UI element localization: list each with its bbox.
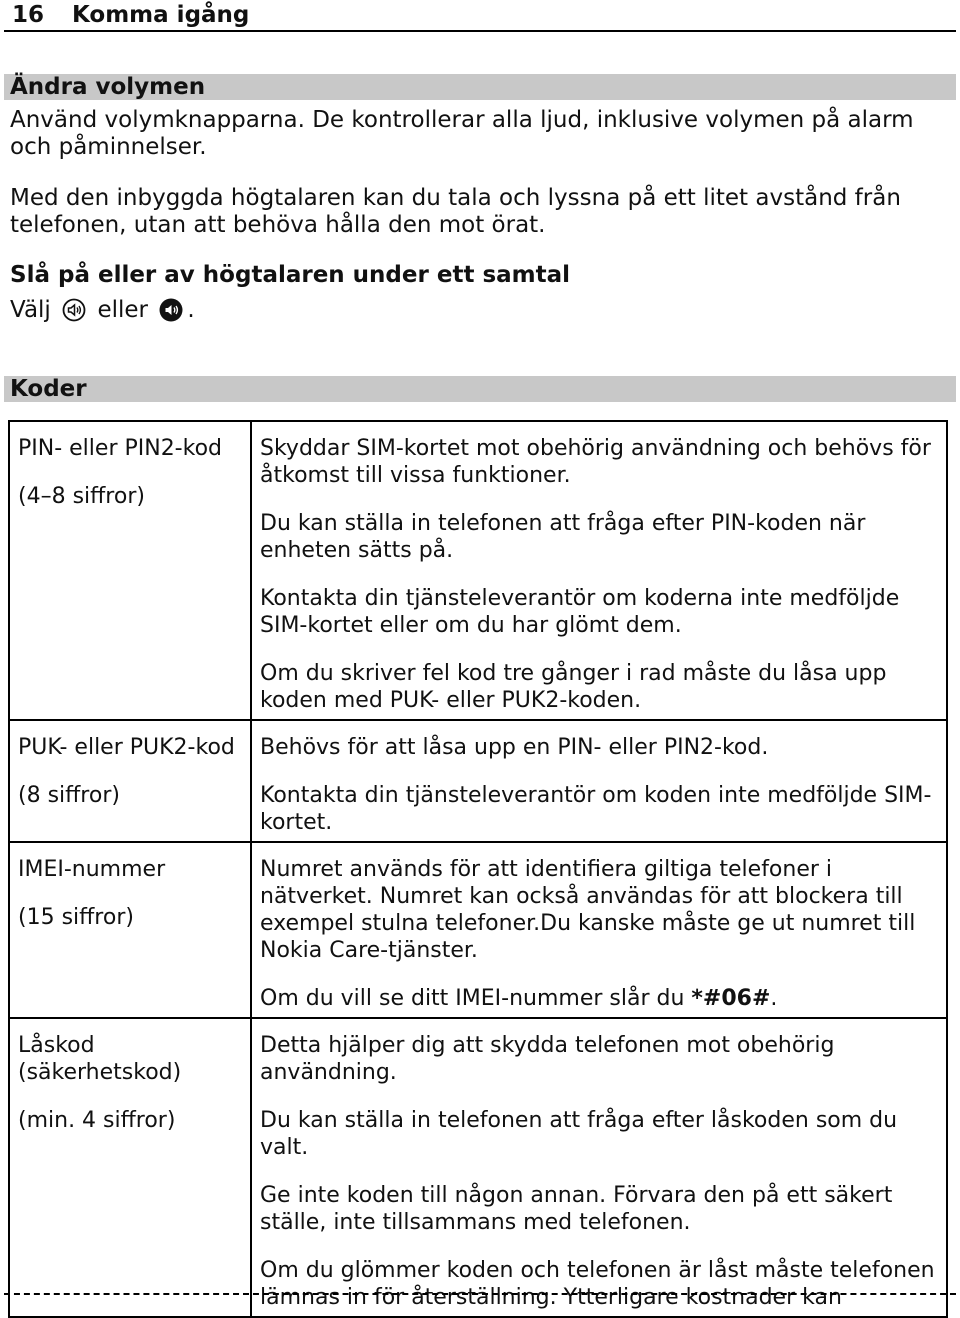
code-length: (4–8 siffror)	[18, 484, 145, 509]
chapter-title: Komma igång	[72, 2, 250, 28]
table-row-pin	[9, 421, 947, 720]
code-name: Låskod (säkerhetskod)	[18, 1033, 182, 1085]
code-name-cell	[9, 720, 251, 842]
section-heading-volume: Ändra volymen	[4, 74, 956, 100]
page-number: 16	[12, 2, 45, 28]
code-description-cell	[251, 842, 947, 1018]
description-line: Du kan ställa in telefonen att fråga efter PIN-koden när enheten sätts på.	[260, 511, 866, 563]
speaker-outline-icon	[62, 298, 86, 322]
imei-check-line	[260, 985, 940, 1012]
code-name-cell	[9, 1018, 251, 1317]
instruction-prefix: Välj	[10, 297, 51, 323]
code-description-cell	[251, 720, 947, 842]
code-name: IMEI-nummer	[18, 857, 166, 882]
volume-paragraph: Använd volymknapparna. De kontrollerar alla ljud, inklusive volymen på alarm och påminnelser.	[10, 107, 914, 160]
description-line: Du kan ställa in telefonen att fråga efter låskoden som du valt.	[260, 1108, 898, 1160]
table-row-imei	[9, 842, 947, 1018]
code-name: PIN- eller PIN2-kod	[18, 436, 223, 461]
speaker-filled-icon	[159, 298, 183, 322]
description-line: Kontakta din tjänsteleverantör om koden inte medföljde SIM-kortet.	[260, 783, 932, 835]
description-line: Om du skriver fel kod tre gånger i rad måste du låsa upp koden med PUK- eller PUK2-koden.	[260, 661, 887, 713]
description-line: Skyddar SIM-kortet mot obehörig användning och behövs för åtkomst till vissa funktioner.	[260, 436, 931, 488]
speaker-subheading: Slå på eller av högtalaren under ett samtal	[10, 262, 571, 288]
imei-check-prefix: Om du vill se ditt IMEI-nummer slår du	[260, 986, 692, 1011]
code-length: (15 siffror)	[18, 905, 134, 930]
codes-table	[8, 420, 948, 1318]
code-name: PUK- eller PUK2-kod	[18, 735, 235, 760]
instruction-middle: eller	[97, 297, 148, 323]
page-cut-divider	[4, 1293, 956, 1295]
code-description-cell	[251, 421, 947, 720]
imei-code: *#06#	[691, 986, 771, 1011]
code-length: (8 siffror)	[18, 783, 120, 808]
description-line: Kontakta din tjänsteleverantör om koderna inte medföljde SIM-kortet eller om du har glömt dem.	[260, 586, 900, 638]
table-row-puk	[9, 720, 947, 842]
section-heading-codes: Koder	[4, 376, 956, 402]
speaker-paragraph: Med den inbyggda högtalaren kan du tala och lyssna på ett litet avstånd från telefonen, utan att behöva hålla den mot örat.	[10, 185, 901, 238]
code-name-cell	[9, 421, 251, 720]
code-name-cell	[9, 842, 251, 1018]
table-row-lock-code	[9, 1018, 947, 1317]
description-line: Om du glömmer koden och telefonen är låst måste telefonen lämnas in för återställning. Ytterligare kostnader kan	[260, 1258, 935, 1310]
description-line: Behövs för att låsa upp en PIN- eller PIN2-kod.	[260, 735, 769, 760]
code-length: (min. 4 siffror)	[18, 1108, 176, 1133]
page-header	[4, 0, 956, 32]
description-line: Ge inte koden till någon annan. Förvara den på ett säkert ställe, inte tillsammans med telefonen.	[260, 1183, 893, 1235]
imei-check-suffix: .	[770, 986, 778, 1011]
description-line: Numret används för att identifiera giltiga telefoner i nätverket. Numret kan också användas för att blockera till exempel stulna telefoner.Du kanske måste ge ut numret till Nokia Care-tjänster.	[260, 857, 916, 963]
speaker-instruction	[10, 297, 940, 324]
instruction-suffix: .	[187, 297, 195, 323]
description-line: Detta hjälper dig att skydda telefonen mot obehörig användning.	[260, 1033, 835, 1085]
code-description-cell	[251, 1018, 947, 1317]
